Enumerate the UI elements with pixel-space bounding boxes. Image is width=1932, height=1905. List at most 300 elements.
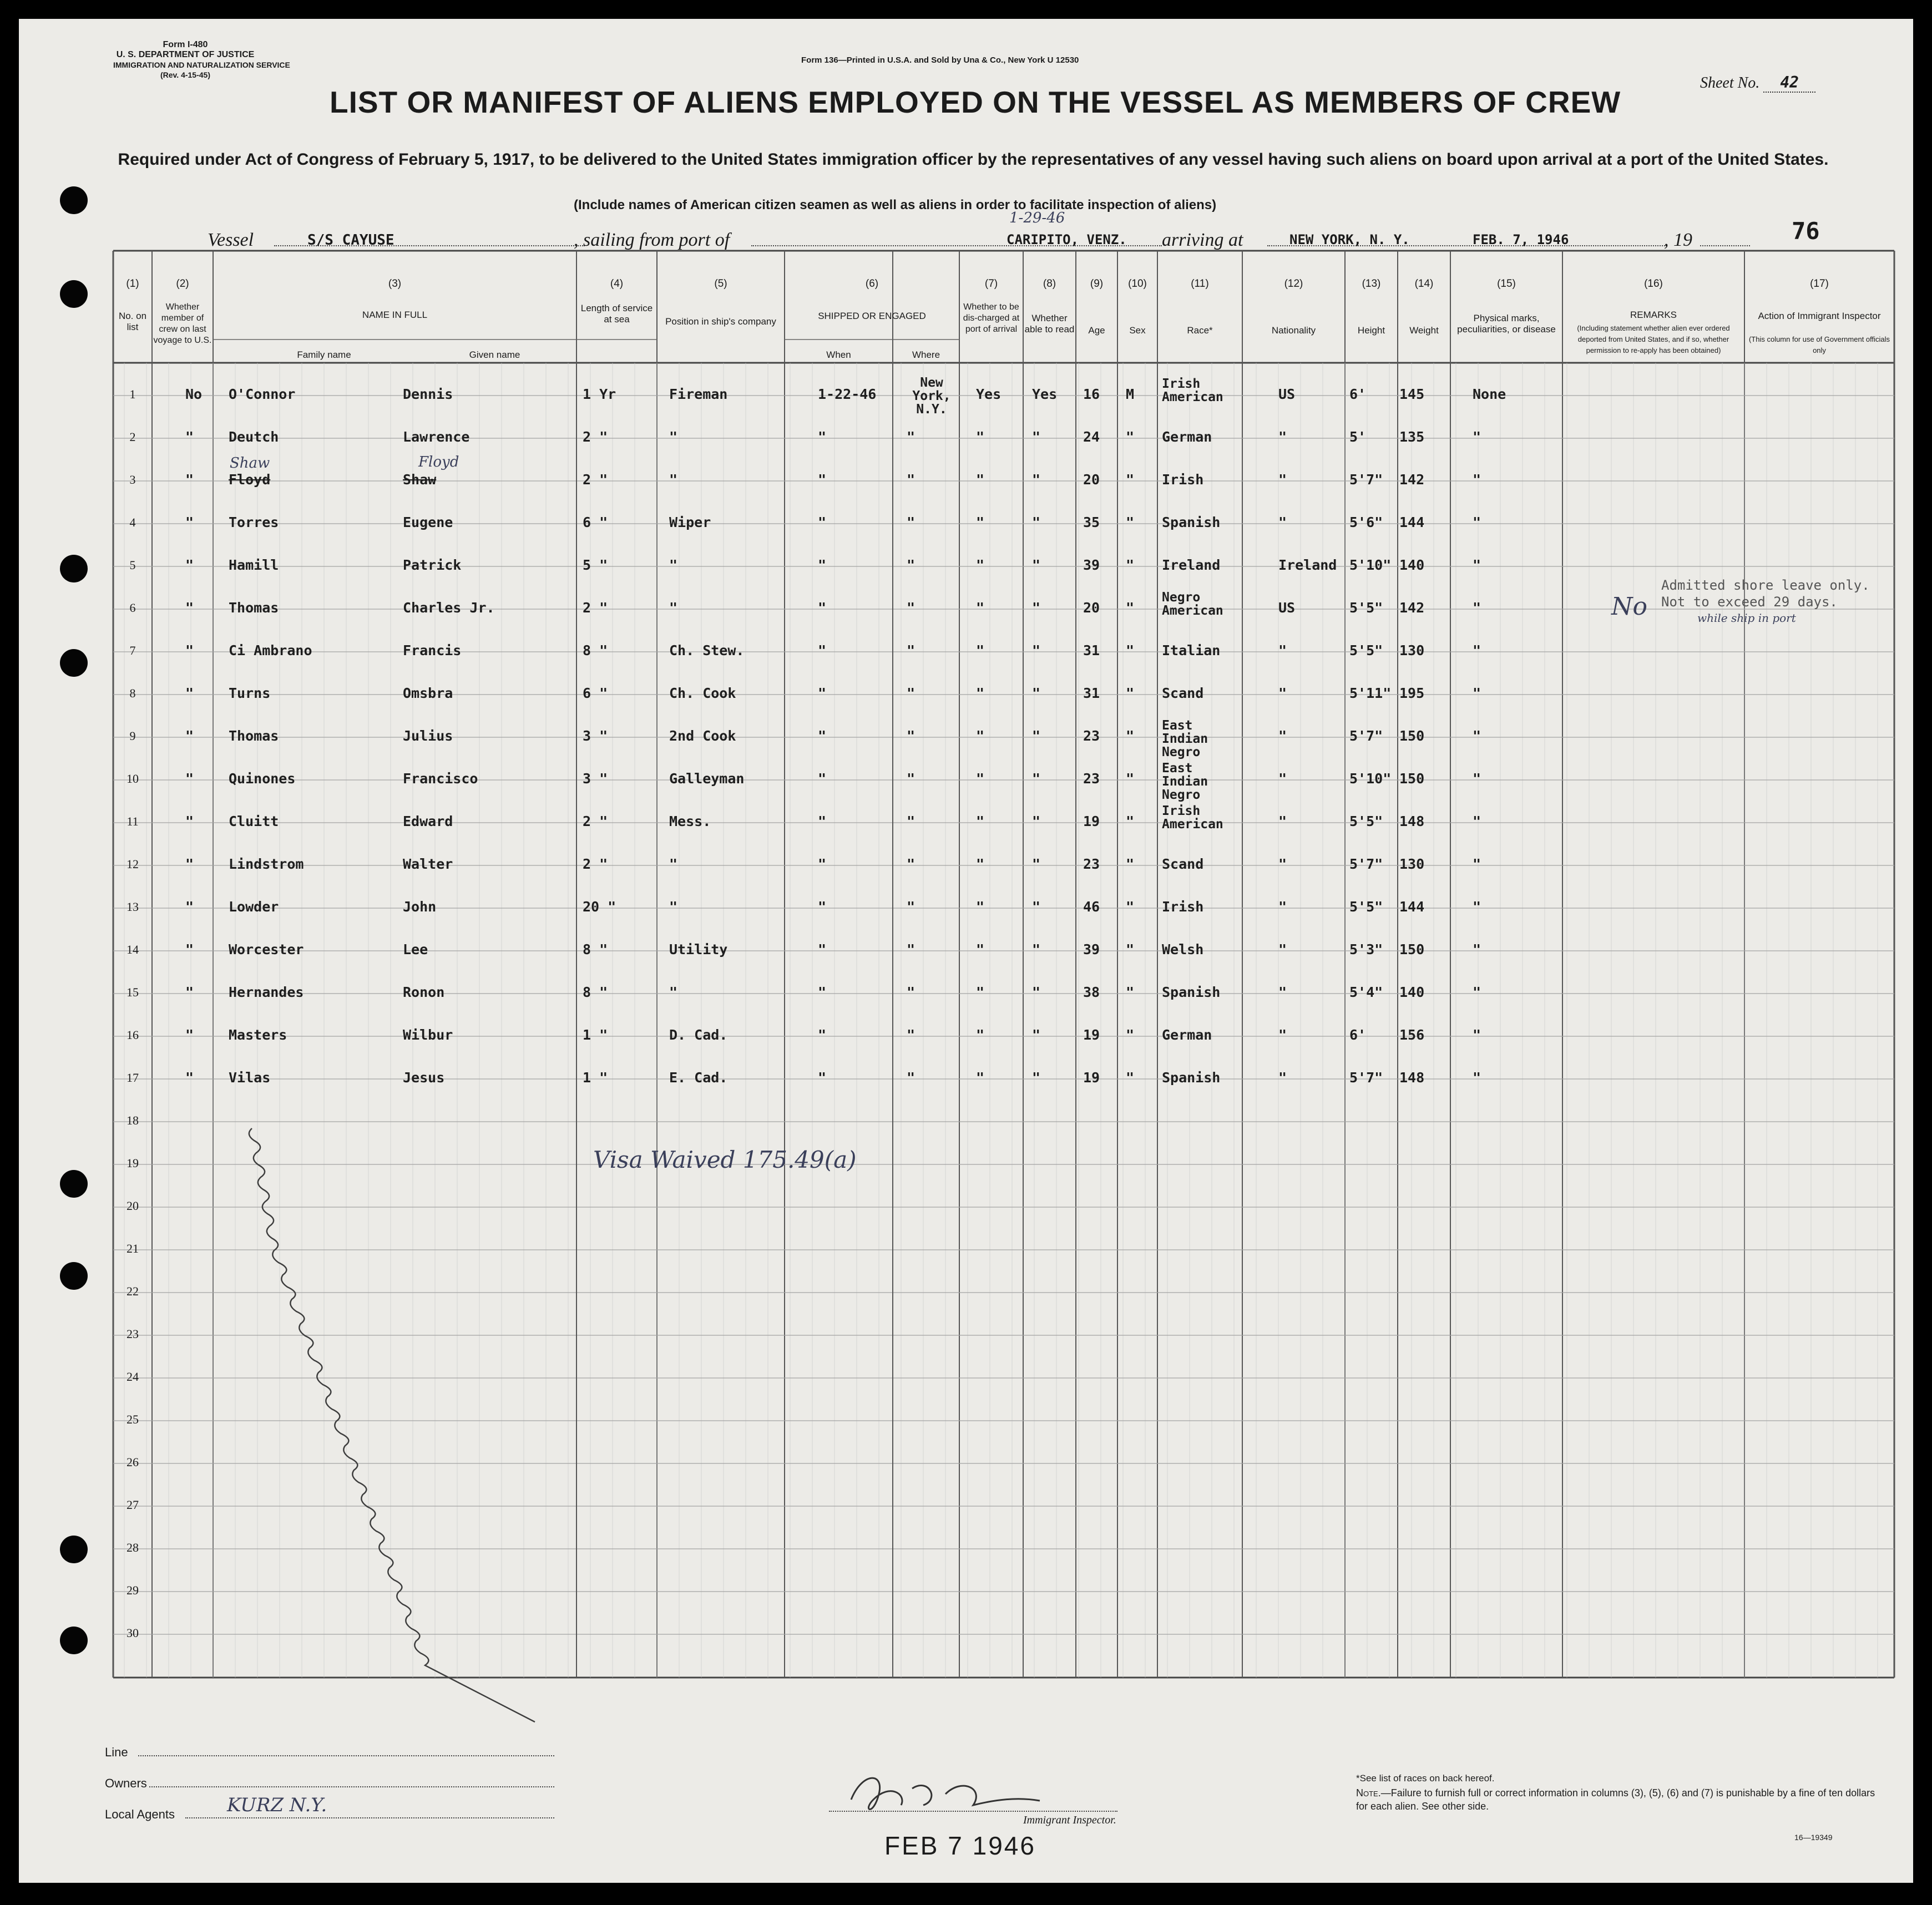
cell-service: 8 "	[583, 941, 608, 957]
cell-crew: "	[185, 600, 194, 616]
cell-where: "	[907, 514, 916, 530]
cell-given: Dennis	[403, 386, 453, 402]
cell-disch: "	[976, 429, 985, 445]
cell-given: Lawrence	[403, 429, 470, 445]
header-c17-num: (17)	[1810, 278, 1829, 290]
cell-height: 5'	[1349, 429, 1367, 445]
cell-height: 5'4"	[1349, 984, 1383, 1000]
row-number: 2	[129, 430, 136, 444]
header-c7-label: Whether to be dis-charged at port of arrival	[963, 302, 1020, 334]
cell-where: "	[907, 984, 916, 1000]
header-c16-label: REMARKS	[1630, 310, 1677, 320]
row-number: 14	[127, 943, 139, 956]
cell-age: 23	[1083, 771, 1100, 787]
cell-service: 3 "	[583, 771, 608, 787]
sheet-label: Sheet No.	[1700, 74, 1760, 92]
cell-race: Spanish	[1162, 514, 1221, 530]
cell-age: 19	[1083, 813, 1100, 829]
cell-sex: "	[1126, 1070, 1135, 1086]
header-c15-num: (15)	[1497, 278, 1516, 290]
header-c17-sub: (This column for use of Government officials only	[1748, 335, 1890, 354]
cell-position: D. Cad.	[669, 1027, 728, 1043]
cell-weight: 150	[1399, 728, 1425, 744]
header-c3-family: Family name	[297, 349, 351, 360]
cell-disch: "	[976, 941, 985, 957]
line-label: Line	[105, 1745, 128, 1759]
remarks-typed: Admitted shore leave only. Not to exceed 29 days.	[1661, 577, 1870, 610]
cell-nat: Ireland	[1278, 557, 1337, 573]
row-number: 29	[127, 1583, 139, 1597]
cell-where: "	[907, 557, 916, 573]
cell-position: "	[669, 899, 678, 915]
cell-given: Charles Jr.	[403, 600, 495, 616]
cell-marks: "	[1473, 557, 1481, 573]
row-number: 12	[127, 857, 139, 871]
cell-nat: "	[1278, 856, 1287, 872]
cell-given: Eugene	[403, 514, 453, 530]
cell-crew: "	[185, 771, 194, 787]
row-number: 22	[127, 1284, 139, 1298]
cell-height: 6'	[1349, 386, 1367, 402]
cell-marks: "	[1473, 856, 1481, 872]
cell-race: Spanish	[1162, 984, 1221, 1000]
cell-given: Walter	[403, 856, 453, 872]
cell-service: 3 "	[583, 728, 608, 744]
cell-crew: "	[185, 429, 194, 445]
cell-weight: 148	[1399, 813, 1425, 829]
punch-hole	[60, 1170, 88, 1198]
cell-height: 5'7"	[1349, 1070, 1383, 1086]
cell-disch: "	[976, 1070, 985, 1086]
header-c8-num: (8)	[1043, 278, 1056, 290]
cell-crew: "	[185, 899, 194, 915]
cell-when: "	[818, 600, 827, 616]
cell-sex: "	[1126, 856, 1135, 872]
row-number: 13	[127, 900, 139, 914]
sailing-port: CARIPITO, VENZ.	[1007, 232, 1127, 247]
cell-service: 2 "	[583, 813, 608, 829]
cell-read: "	[1032, 984, 1041, 1000]
agents-label: Local Agents	[105, 1807, 175, 1821]
cell-age: 24	[1083, 429, 1100, 445]
cell-position: Galleyman	[669, 771, 745, 787]
cell-marks: "	[1473, 472, 1481, 488]
cell-when: "	[818, 429, 827, 445]
cell-service: 2 "	[583, 472, 608, 488]
cell-where: "	[907, 1070, 916, 1086]
cell-age: 38	[1083, 984, 1100, 1000]
row-number: 23	[127, 1327, 139, 1341]
cell-marks: "	[1473, 771, 1481, 787]
row-number: 10	[127, 772, 139, 786]
cell-crew: "	[185, 984, 194, 1000]
cell-read: "	[1032, 728, 1041, 744]
header-c17-label: Action of Immigrant Inspector	[1758, 311, 1881, 321]
cell-age: 23	[1083, 856, 1100, 872]
cell-where: "	[907, 642, 916, 658]
header-c10-label: Sex	[1129, 325, 1146, 336]
cell-nat: "	[1278, 1027, 1287, 1043]
header-c6-label: SHIPPED OR ENGAGED	[818, 311, 926, 321]
cell-crew: "	[185, 813, 194, 829]
arriving-label: arriving at	[1162, 230, 1243, 250]
cell-read: "	[1032, 642, 1041, 658]
cell-crew: "	[185, 642, 194, 658]
header-c2-label: Whether member of crew on last voyage to U.S.	[153, 302, 212, 345]
header-c11-num: (11)	[1191, 278, 1209, 290]
cell-family: Floyd	[229, 472, 271, 488]
cell-position: Utility	[669, 941, 728, 957]
row-number: 11	[127, 814, 139, 828]
punch-hole	[60, 649, 88, 677]
cell-crew: "	[185, 1070, 194, 1086]
header-c14-num: (14)	[1414, 278, 1434, 290]
cell-age: 39	[1083, 941, 1100, 957]
cell-nat: "	[1278, 1070, 1287, 1086]
cell-crew: "	[185, 1027, 194, 1043]
cell-height: 5'5"	[1349, 642, 1383, 658]
cell-family: Hernandes	[229, 984, 304, 1000]
revision: (Rev. 4-15-45)	[160, 70, 210, 79]
cell-read: "	[1032, 429, 1041, 445]
cell-height: 5'7"	[1349, 856, 1383, 872]
row-number: 7	[129, 644, 136, 657]
cell-read: "	[1032, 472, 1041, 488]
cell-family: Turns	[229, 685, 271, 701]
form-code: 16—19349	[1794, 1833, 1833, 1842]
header-c13-num: (13)	[1362, 278, 1381, 290]
cell-disch: "	[976, 813, 985, 829]
cell-disch: "	[976, 642, 985, 658]
cell-nat: "	[1278, 514, 1287, 530]
cell-when: "	[818, 813, 827, 829]
cell-given: Lee	[403, 941, 428, 957]
cell-disch: "	[976, 472, 985, 488]
cell-given: Wilbur	[403, 1027, 453, 1043]
header-c5-label: Position in ship's company	[665, 316, 776, 327]
cell-given: Ronon	[403, 984, 445, 1000]
cell-sex: "	[1126, 600, 1135, 616]
cell-sex: "	[1126, 728, 1135, 744]
cell-age: 23	[1083, 728, 1100, 744]
cell-age: 19	[1083, 1070, 1100, 1086]
cell-weight: 140	[1399, 557, 1425, 573]
row-number: 6	[129, 601, 136, 615]
cell-service: 1 "	[583, 1027, 608, 1043]
row-number: 8	[129, 686, 136, 700]
cell-where: "	[907, 429, 916, 445]
cell-nat: "	[1278, 813, 1287, 829]
cell-position: Wiper	[669, 514, 711, 530]
cell-sex: "	[1126, 685, 1135, 701]
cell-when: "	[818, 1070, 827, 1086]
header-c13-label: Height	[1357, 325, 1385, 336]
row-number: 4	[129, 515, 136, 529]
cell-nat: "	[1278, 642, 1287, 658]
cell-position: "	[669, 600, 678, 616]
cell-when: "	[818, 685, 827, 701]
cell-family: Ci Ambrano	[229, 642, 312, 658]
cell-height: 5'7"	[1349, 728, 1383, 744]
cell-marks: "	[1473, 600, 1481, 616]
department: U. S. DEPARTMENT OF JUSTICE	[116, 50, 255, 59]
header-c6-when: When	[826, 349, 851, 360]
cell-race: Irish American	[1162, 377, 1223, 404]
header-c3-given: Given name	[469, 349, 520, 360]
cell-height: 5'5"	[1349, 813, 1383, 829]
agents-value: KURZ N.Y.	[227, 1794, 327, 1816]
cell-service: 2 "	[583, 600, 608, 616]
row-number: 9	[129, 729, 136, 743]
cell-weight: 150	[1399, 771, 1425, 787]
cell-when: "	[818, 899, 827, 915]
header-c8-label: Whether able to read	[1024, 313, 1075, 335]
cell-marks: "	[1473, 813, 1481, 829]
cell-read: "	[1032, 813, 1041, 829]
cell-service: 5 "	[583, 557, 608, 573]
header-c10-num: (10)	[1128, 278, 1147, 290]
row-number: 26	[127, 1455, 139, 1469]
cell-weight: 130	[1399, 856, 1425, 872]
cell-nat: "	[1278, 899, 1287, 915]
cell-given: Francisco	[403, 771, 478, 787]
form-number: Form I-480	[163, 40, 208, 49]
row-number: 15	[127, 985, 139, 999]
cell-family: O'Connor	[229, 386, 296, 402]
cell-disch: "	[976, 514, 985, 530]
cell-age: 31	[1083, 642, 1100, 658]
cell-height: 5'3"	[1349, 941, 1383, 957]
cell-family: Thomas	[229, 728, 279, 744]
cell-position: Ch. Stew.	[669, 642, 745, 658]
cell-read: Yes	[1032, 386, 1058, 402]
cell-family: Masters	[229, 1027, 287, 1043]
cell-disch: "	[976, 557, 985, 573]
cell-race: German	[1162, 1027, 1212, 1043]
header-c6-where: Where	[912, 349, 940, 360]
cell-marks: "	[1473, 1027, 1481, 1043]
cell-given: Jesus	[403, 1070, 445, 1086]
punch-hole	[60, 280, 88, 308]
row-number: 21	[127, 1242, 139, 1255]
cell-race: Scand	[1162, 856, 1204, 872]
header-c7-num: (7)	[984, 278, 998, 290]
header-c9-label: Age	[1088, 325, 1105, 336]
stamp-number: 76	[1792, 217, 1820, 245]
cell-family: Lindstrom	[229, 856, 304, 872]
cell-weight: 144	[1399, 899, 1425, 915]
punch-hole	[60, 1536, 88, 1563]
cell-height: 5'11"	[1349, 685, 1392, 701]
row-number: 27	[127, 1498, 139, 1512]
sailing-date-handwritten: 1-29-46	[1009, 210, 1065, 226]
cell-nat: "	[1278, 429, 1287, 445]
cell-disch: "	[976, 856, 985, 872]
row-number: 1	[129, 387, 136, 401]
cell-when: "	[818, 1027, 827, 1043]
cell-when: "	[818, 557, 827, 573]
form-title: LIST OR MANIFEST OF ALIENS EMPLOYED ON THE VESSEL AS MEMBERS OF CREW	[330, 85, 1621, 119]
cell-when: "	[818, 728, 827, 744]
header-c5-num: (5)	[714, 278, 727, 290]
cell-race: East Indian Negro	[1162, 718, 1208, 759]
cell-marks: "	[1473, 728, 1481, 744]
cell-where: "	[907, 771, 916, 787]
row-number: 16	[127, 1028, 139, 1042]
form-subtitle: Required under Act of Congress of February 5, 1917, to be delivered to the United States immigration officer by the representatives of any vessel having such aliens on board upon arrival at a port of the United States.	[118, 150, 1829, 169]
inspector-label: Immigrant Inspector.	[1023, 1814, 1116, 1826]
cell-position: 2nd Cook	[669, 728, 736, 744]
cell-sex: "	[1126, 771, 1135, 787]
cell-family: Lowder	[229, 899, 279, 915]
cell-where: "	[907, 472, 916, 488]
cell-family: Deutch	[229, 429, 279, 445]
cell-given: Patrick	[403, 557, 462, 573]
cell-family: Worcester	[229, 941, 304, 957]
cell-when: "	[818, 642, 827, 658]
header-c3-label: NAME IN FULL	[362, 310, 428, 320]
cell-race: Italian	[1162, 642, 1221, 658]
cell-family: Vilas	[229, 1070, 271, 1086]
row-number: 5	[129, 558, 136, 572]
cell-sex: "	[1126, 557, 1135, 573]
cell-race: Irish American	[1162, 804, 1223, 832]
cell-position: E. Cad.	[669, 1070, 728, 1086]
punch-hole	[60, 555, 88, 582]
row-number: 30	[127, 1626, 139, 1640]
cell-crew: "	[185, 941, 194, 957]
cell-position: "	[669, 856, 678, 872]
cell-given: John	[403, 899, 437, 915]
cell-service: 6 "	[583, 514, 608, 530]
cell-weight: 156	[1399, 1027, 1425, 1043]
row-number: 17	[127, 1071, 139, 1085]
cell-read: "	[1032, 557, 1041, 573]
cell-sex: "	[1126, 984, 1135, 1000]
row-number: 3	[129, 473, 136, 487]
cell-marks: None	[1473, 386, 1506, 402]
cell-race: German	[1162, 429, 1212, 445]
cell-age: 35	[1083, 514, 1100, 530]
cell-where: "	[907, 899, 916, 915]
cell-disch: "	[976, 771, 985, 787]
header-c12-label: Nationality	[1271, 325, 1316, 336]
note-label: Note.	[1356, 1787, 1381, 1798]
cell-read: "	[1032, 685, 1041, 701]
form-note: (Include names of American citizen seamen as well as aliens in order to facilitate inspection of aliens)	[574, 197, 1217, 212]
cell-read: "	[1032, 899, 1041, 915]
cell-service: 1 Yr	[583, 386, 616, 402]
cell-age: 39	[1083, 557, 1100, 573]
cell-given: Omsbra	[403, 685, 453, 701]
cell-sex: "	[1126, 813, 1135, 829]
vessel-name: S/S CAYUSE	[307, 232, 395, 249]
cell-where: "	[907, 813, 916, 829]
cell-marks: "	[1473, 899, 1481, 915]
cell-where: "	[907, 1027, 916, 1043]
row-number: 20	[127, 1199, 139, 1213]
cell-height: 5'7"	[1349, 472, 1383, 488]
cell-where: "	[907, 856, 916, 872]
vessel-label: Vessel	[208, 230, 254, 250]
row-number: 24	[127, 1370, 139, 1384]
cell-age: 20	[1083, 472, 1100, 488]
cell-weight: 150	[1399, 941, 1425, 957]
cell-when: "	[818, 856, 827, 872]
cell-age: 31	[1083, 685, 1100, 701]
cell-read: "	[1032, 856, 1041, 872]
races-note: *See list of races on back hereof.	[1356, 1773, 1495, 1784]
service: IMMIGRATION AND NATURALIZATION SERVICE	[113, 60, 290, 69]
cell-sex: M	[1126, 386, 1135, 402]
cell-height: 5'5"	[1349, 899, 1383, 915]
cell-height: 5'10"	[1349, 771, 1392, 787]
header-c4-num: (4)	[610, 278, 624, 290]
cell-age: 20	[1083, 600, 1100, 616]
header-c16-num: (16)	[1644, 278, 1663, 290]
cell-nat: "	[1278, 685, 1287, 701]
cell-weight: 142	[1399, 600, 1425, 616]
cell-marks: "	[1473, 1070, 1481, 1086]
cell-where: "	[907, 685, 916, 701]
remarks-handwritten-no: No	[1611, 592, 1647, 621]
header-c9-num: (9)	[1090, 278, 1104, 290]
cell-nat: "	[1278, 984, 1287, 1000]
cell-service: 2 "	[583, 429, 608, 445]
header-c14-label: Weight	[1409, 325, 1439, 336]
punch-hole	[60, 1627, 88, 1654]
cell-given: Edward	[403, 813, 453, 829]
cell-weight: 145	[1399, 386, 1425, 402]
cell-sex: "	[1126, 1027, 1135, 1043]
cell-when: "	[818, 514, 827, 530]
cell-given: Francis	[403, 642, 462, 658]
cell-weight: 144	[1399, 514, 1425, 530]
cell-service: 2 "	[583, 856, 608, 872]
cell-disch: "	[976, 600, 985, 616]
header-c2-num: (2)	[176, 278, 189, 290]
punch-hole	[60, 186, 88, 214]
cell-service: 8 "	[583, 984, 608, 1000]
cell-given: Shaw	[403, 472, 437, 488]
cell-weight: 140	[1399, 984, 1425, 1000]
cell-where: "	[907, 941, 916, 957]
cell-position: Ch. Cook	[669, 685, 736, 701]
cell-where: New York, N.Y.	[912, 376, 951, 417]
given-name-correction: Floyd	[418, 454, 459, 470]
cell-position: Fireman	[669, 386, 728, 402]
cell-read: "	[1032, 1070, 1041, 1086]
cancel-squiggle	[19, 19, 1913, 1883]
cell-sex: "	[1126, 472, 1135, 488]
cell-nat: "	[1278, 472, 1287, 488]
cell-age: 19	[1083, 1027, 1100, 1043]
header-c1-label: No. on list	[118, 311, 147, 332]
cell-crew: "	[185, 685, 194, 701]
cell-marks: "	[1473, 941, 1481, 957]
cell-crew: "	[185, 472, 194, 488]
year-label: , 19	[1664, 230, 1692, 250]
cell-race: Ireland	[1162, 557, 1221, 573]
cell-age: 16	[1083, 386, 1100, 402]
cell-family: Torres	[229, 514, 279, 530]
cell-disch: "	[976, 899, 985, 915]
cell-disch: Yes	[976, 386, 1002, 402]
cell-nat: US	[1278, 386, 1296, 402]
cell-when: "	[818, 941, 827, 957]
cell-nat: "	[1278, 941, 1287, 957]
family-name-correction: Shaw	[230, 455, 270, 472]
